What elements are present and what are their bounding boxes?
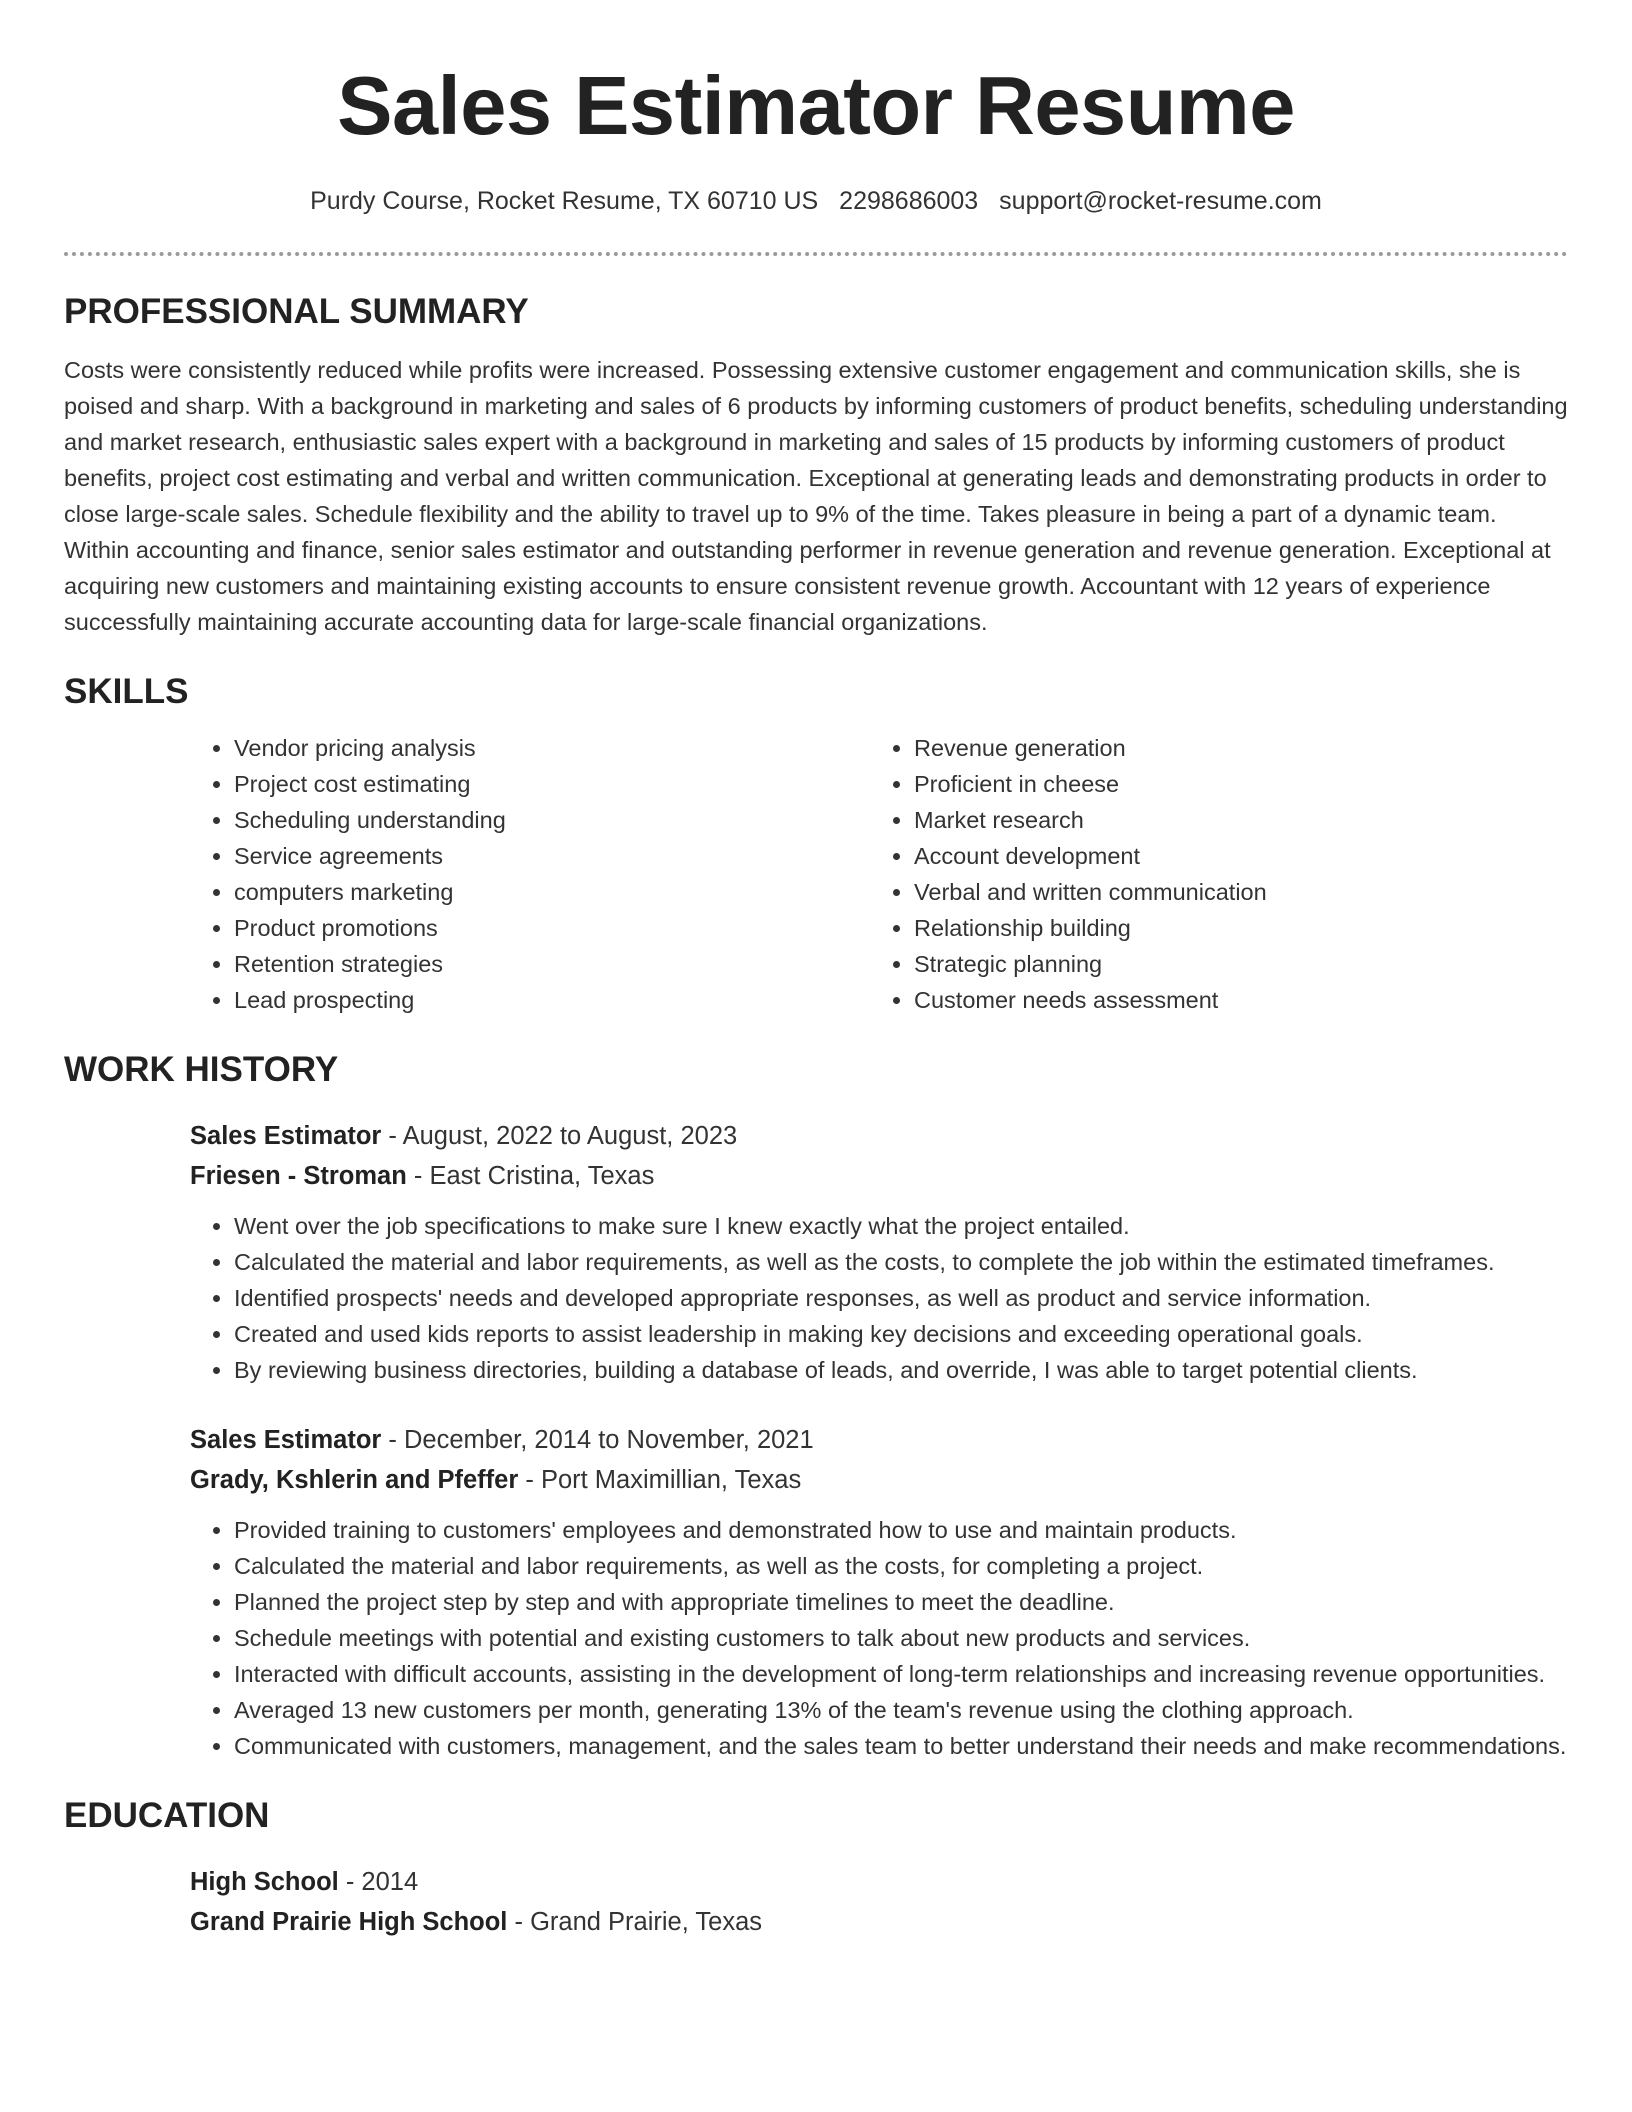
education-heading: EDUCATION [64, 1796, 270, 1835]
list-item: • Provided training to customers' employees and demonstrated how to use and maintain products. [234, 1512, 1568, 1548]
list-item: • Customer needs assessment [914, 982, 1550, 1018]
list-item: • Proficient in cheese [914, 766, 1550, 802]
company-name: Grady, Kshlerin and Pfeffer [190, 1466, 519, 1494]
job-position: Sales Estimator [190, 1426, 382, 1454]
skills-heading: SKILLS [64, 672, 189, 711]
list-item: • Account development [914, 838, 1550, 874]
company-line [190, 1460, 1568, 1500]
email: support@rocket-resume.com [999, 187, 1322, 215]
contact-line [64, 184, 1568, 218]
school-line [190, 1902, 1568, 1942]
list-item: • Averaged 13 new customers per month, generating 13% of the team's revenue using the clothing approach. [234, 1692, 1568, 1728]
company-location: - Port Maximillian, Texas [518, 1466, 802, 1494]
header-divider [64, 252, 1568, 256]
job-dates: - December, 2014 to November, 2021 [381, 1426, 814, 1454]
degree-line [190, 1862, 1568, 1902]
address: Purdy Course, Rocket Resume, TX 60710 US [310, 187, 819, 215]
degree-year: - 2014 [338, 1868, 419, 1896]
list-item: • Lead prospecting [234, 982, 870, 1018]
jobs-list [190, 1116, 1568, 1764]
school-name: Grand Prairie High School [190, 1908, 508, 1936]
duties-list [190, 1512, 1568, 1764]
list-item: • Identified prospects' needs and developed appropriate responses, as well as product and service information. [234, 1280, 1568, 1316]
list-item: • Product promotions [234, 910, 870, 946]
skills-right-list [870, 730, 1550, 1018]
job-position: Sales Estimator [190, 1122, 382, 1150]
company-line [190, 1156, 1568, 1196]
school-location: - Grand Prairie, Texas [507, 1908, 763, 1936]
skills-section [64, 670, 1568, 1018]
company-name: Friesen - Stroman [190, 1162, 407, 1190]
list-item: • Calculated the material and labor requirements, as well as the costs, for completing a project. [234, 1548, 1568, 1584]
job-entry [190, 1420, 1568, 1764]
list-item: • Scheduling understanding [234, 802, 870, 838]
list-item: • Project cost estimating [234, 766, 870, 802]
skills-left-list [190, 730, 870, 1018]
list-item: • Went over the job specifications to make sure I knew exactly what the project entailed. [234, 1208, 1568, 1244]
list-item: • Communicated with customers, management, and the sales team to better understand their needs and make recommendations. [234, 1728, 1568, 1764]
list-item: • Planned the project step by step and with appropriate timelines to meet the deadline. [234, 1584, 1568, 1620]
job-dates: - August, 2022 to August, 2023 [381, 1122, 738, 1150]
work-section [64, 1048, 1568, 1764]
list-item: • By reviewing business directories, building a database of leads, and override, I was able to target potential clients. [234, 1352, 1568, 1388]
list-item: • Relationship building [914, 910, 1550, 946]
duties-list [190, 1208, 1568, 1388]
list-item: • Interacted with difficult accounts, assisting in the development of long-term relationships and increasing revenue opportunities. [234, 1656, 1568, 1692]
summary-heading: PROFESSIONAL SUMMARY [64, 292, 529, 331]
list-item: • Calculated the material and labor requirements, as well as the costs, to complete the job within the estimated timeframes. [234, 1244, 1568, 1280]
list-item: • Revenue generation [914, 730, 1550, 766]
phone: 2298686003 [839, 187, 979, 215]
list-item: • Strategic planning [914, 946, 1550, 982]
summary-section [64, 290, 1568, 640]
skills-columns [190, 730, 1568, 1018]
work-heading: WORK HISTORY [64, 1050, 339, 1089]
job-entry [190, 1116, 1568, 1388]
job-title-line [190, 1116, 1568, 1156]
education-section [64, 1794, 1568, 1942]
list-item: • Retention strategies [234, 946, 870, 982]
summary-text: Costs were consistently reduced while profits were increased. Possessing extensive customer engagement and communication skills, she is poised and sharp. With a background in marketing and sales of 6 products by informing customers of product benefits, scheduling understanding and market research, enthusiastic sales expert with a background in marketing and sales of 15 products by informing customers of product benefits, project cost estimating and verbal and written communication. Exceptional at generating leads and demonstrating products in order to close large-scale sales. Schedule flexibility and the ability to travel up to 9% of the time. Takes pleasure in being a part of a dynamic team. Within accounting and finance, senior sales estimator and outstanding performer in revenue generation and revenue generation. Exceptional at acquiring new customers and maintaining existing accounts to ensure consistent revenue growth. Accountant with 12 years of experience successfully maintaining accurate accounting data for large-scale financial organizations. [64, 357, 1568, 635]
degree: High School [190, 1868, 339, 1896]
list-item: • Schedule meetings with potential and existing customers to talk about new products and services. [234, 1620, 1568, 1656]
education-entry [190, 1862, 1568, 1942]
list-item: • Vendor pricing analysis [234, 730, 870, 766]
company-location: - East Cristina, Texas [406, 1162, 655, 1190]
list-item: • Verbal and written communication [914, 874, 1550, 910]
list-item: • Service agreements [234, 838, 870, 874]
list-item: • Created and used kids reports to assist leadership in making key decisions and exceeding operational goals. [234, 1316, 1568, 1352]
job-title-line [190, 1420, 1568, 1460]
list-item: • Market research [914, 802, 1550, 838]
resume-title: Sales Estimator Resume [337, 59, 1295, 152]
list-item: • computers marketing [234, 874, 870, 910]
resume-page [64, 0, 1568, 1942]
